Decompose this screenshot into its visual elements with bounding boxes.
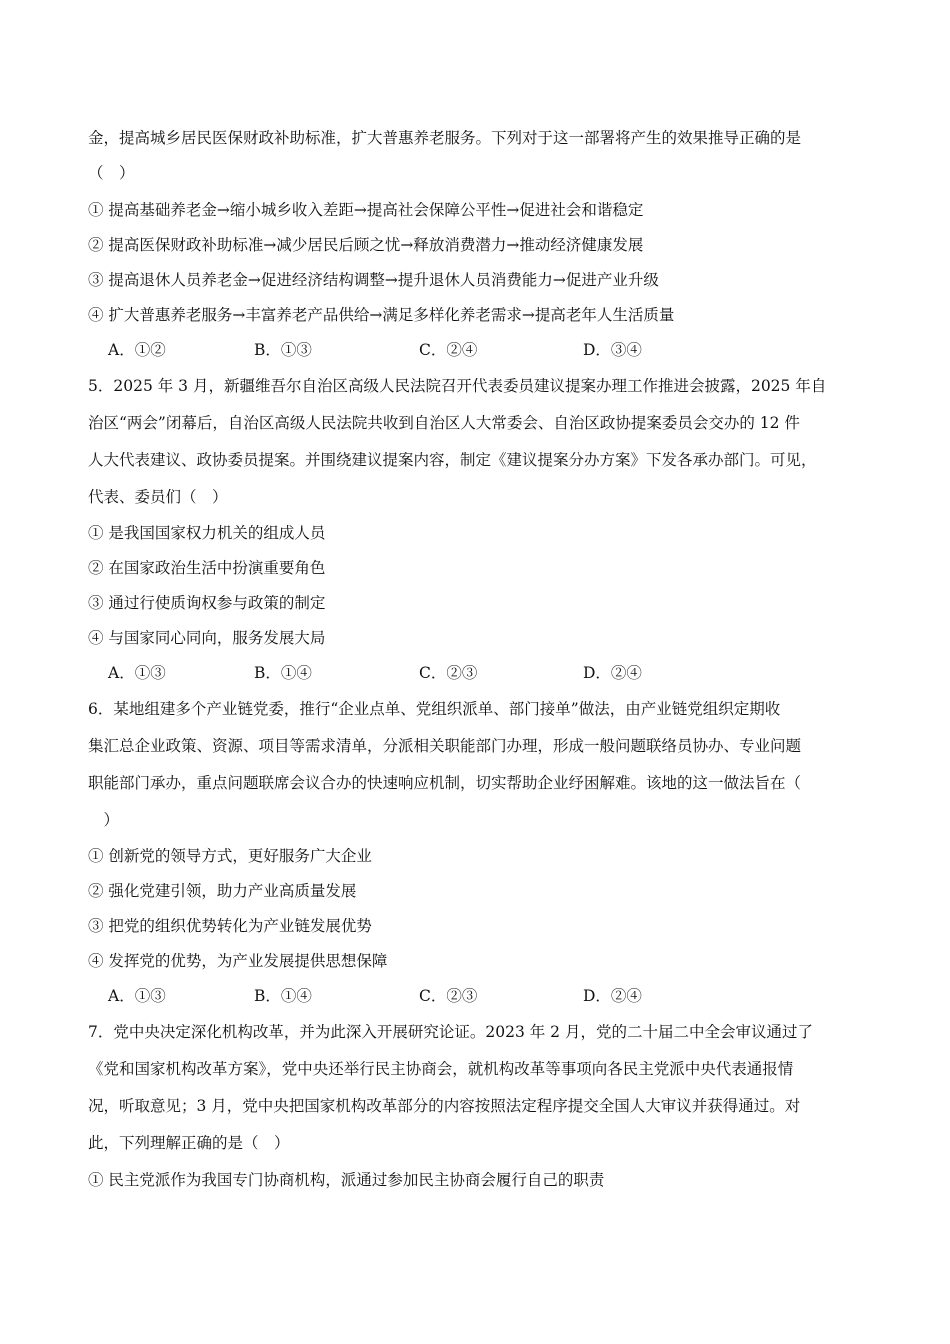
q7-stem-line-3: 况，听取意见；3 月，党中央把国家机构改革部分的内容按照法定程序提交全国人大审议并获得通过。对 [88, 1097, 801, 1115]
q4-option-c[interactable]: C．②④ [419, 341, 478, 359]
q4-statement-2: ② 提高医保财政补助标准→减少居民后顾之忧→释放消费潜力→推动经济健康发展 [88, 236, 644, 254]
q6-option-a[interactable]: A．①③ [108, 987, 166, 1005]
q4-option-a[interactable]: A．①② [108, 341, 166, 359]
q4-stem-line-2: （ ） [88, 164, 135, 182]
q6-stem-line-4: ） [88, 811, 120, 829]
q6-statement-4: ④ 发挥党的优势，为产业发展提供思想保障 [88, 952, 388, 970]
q5-statement-3: ③ 通过行使质询权参与政策的制定 [88, 594, 326, 612]
q6-stem-line-1: 6．某地组建多个产业链党委，推行“企业点单、党组织派单、部门接单”做法，由产业链党组织定期收 [88, 700, 781, 718]
q5-stem-line-4: 代表、委员们（ ） [88, 488, 228, 506]
q6-stem-line-3: 职能部门承办，重点问题联席会议合办的快速响应机制，切实帮助企业纾困解难。该地的这一做法旨在（ [88, 774, 802, 792]
q5-option-b[interactable]: B．①④ [254, 664, 312, 682]
q5-stem-line-3: 人大代表建议、政协委员提案。并围绕建议提案内容，制定《建议提案分办方案》下发各承办部门。可见， [88, 451, 817, 469]
q5-option-a[interactable]: A．①③ [108, 664, 166, 682]
q5-option-c[interactable]: C．②③ [419, 664, 478, 682]
q5-statement-1: ① 是我国国家权力机关的组成人员 [88, 524, 326, 542]
q4-statement-4: ④ 扩大普惠养老服务→丰富养老产品供给→满足多样化养老需求→提高老年人生活质量 [88, 306, 675, 324]
q6-statement-1: ① 创新党的领导方式，更好服务广大企业 [88, 847, 372, 865]
q6-option-d[interactable]: D．②④ [583, 987, 642, 1005]
q6-option-b[interactable]: B．①④ [254, 987, 312, 1005]
q4-stem-line-1: 金，提高城乡居民医保财政补助标准，扩大普惠养老服务。下列对于这一部署将产生的效果推导正确的是 [88, 129, 802, 147]
q6-statement-2: ② 强化党建引领，助力产业高质量发展 [88, 882, 357, 900]
q5-statement-4: ④ 与国家同心同向，服务发展大局 [88, 629, 326, 647]
q7-statement-1: ① 民主党派作为我国专门协商机构，派通过参加民主协商会履行自己的职责 [88, 1171, 605, 1189]
q7-stem-line-2: 《党和国家机构改革方案》，党中央还举行民主协商会，就机构改革等事项向各民主党派中央代表通报情 [88, 1060, 794, 1078]
q5-stem-line-1: 5．2025 年 3 月，新疆维吾尔自治区高级人民法院召开代表委员建议提案办理工作推进会披露，2025 年自 [88, 377, 827, 395]
q7-stem-line-4: 此，下列理解正确的是（ ） [88, 1134, 290, 1152]
q5-stem-line-2: 治区“两会”闭幕后，自治区高级人民法院共收到自治区人大常委会、自治区政协提案委员会交办的 12 件 [88, 414, 800, 432]
q4-option-b[interactable]: B．①③ [254, 341, 312, 359]
q5-statement-2: ② 在国家政治生活中扮演重要角色 [88, 559, 326, 577]
q6-stem-line-2: 集汇总企业政策、资源、项目等需求清单，分派相关职能部门办理，形成一般问题联络员协办、专业问题 [88, 737, 802, 755]
q4-statement-3: ③ 提高退休人员养老金→促进经济结构调整→提升退休人员消费能力→促进产业升级 [88, 271, 659, 289]
q7-stem-line-1: 7．党中央决定深化机构改革，并为此深入开展研究论证。2023 年 2 月，党的二十届二中全会审议通过了 [88, 1023, 813, 1041]
q5-option-d[interactable]: D．②④ [583, 664, 642, 682]
q6-option-c[interactable]: C．②③ [419, 987, 478, 1005]
q4-statement-1: ① 提高基础养老金→缩小城乡收入差距→提高社会保障公平性→促进社会和谐稳定 [88, 201, 644, 219]
q4-option-d[interactable]: D．③④ [583, 341, 642, 359]
q6-statement-3: ③ 把党的组织优势转化为产业链发展优势 [88, 917, 372, 935]
